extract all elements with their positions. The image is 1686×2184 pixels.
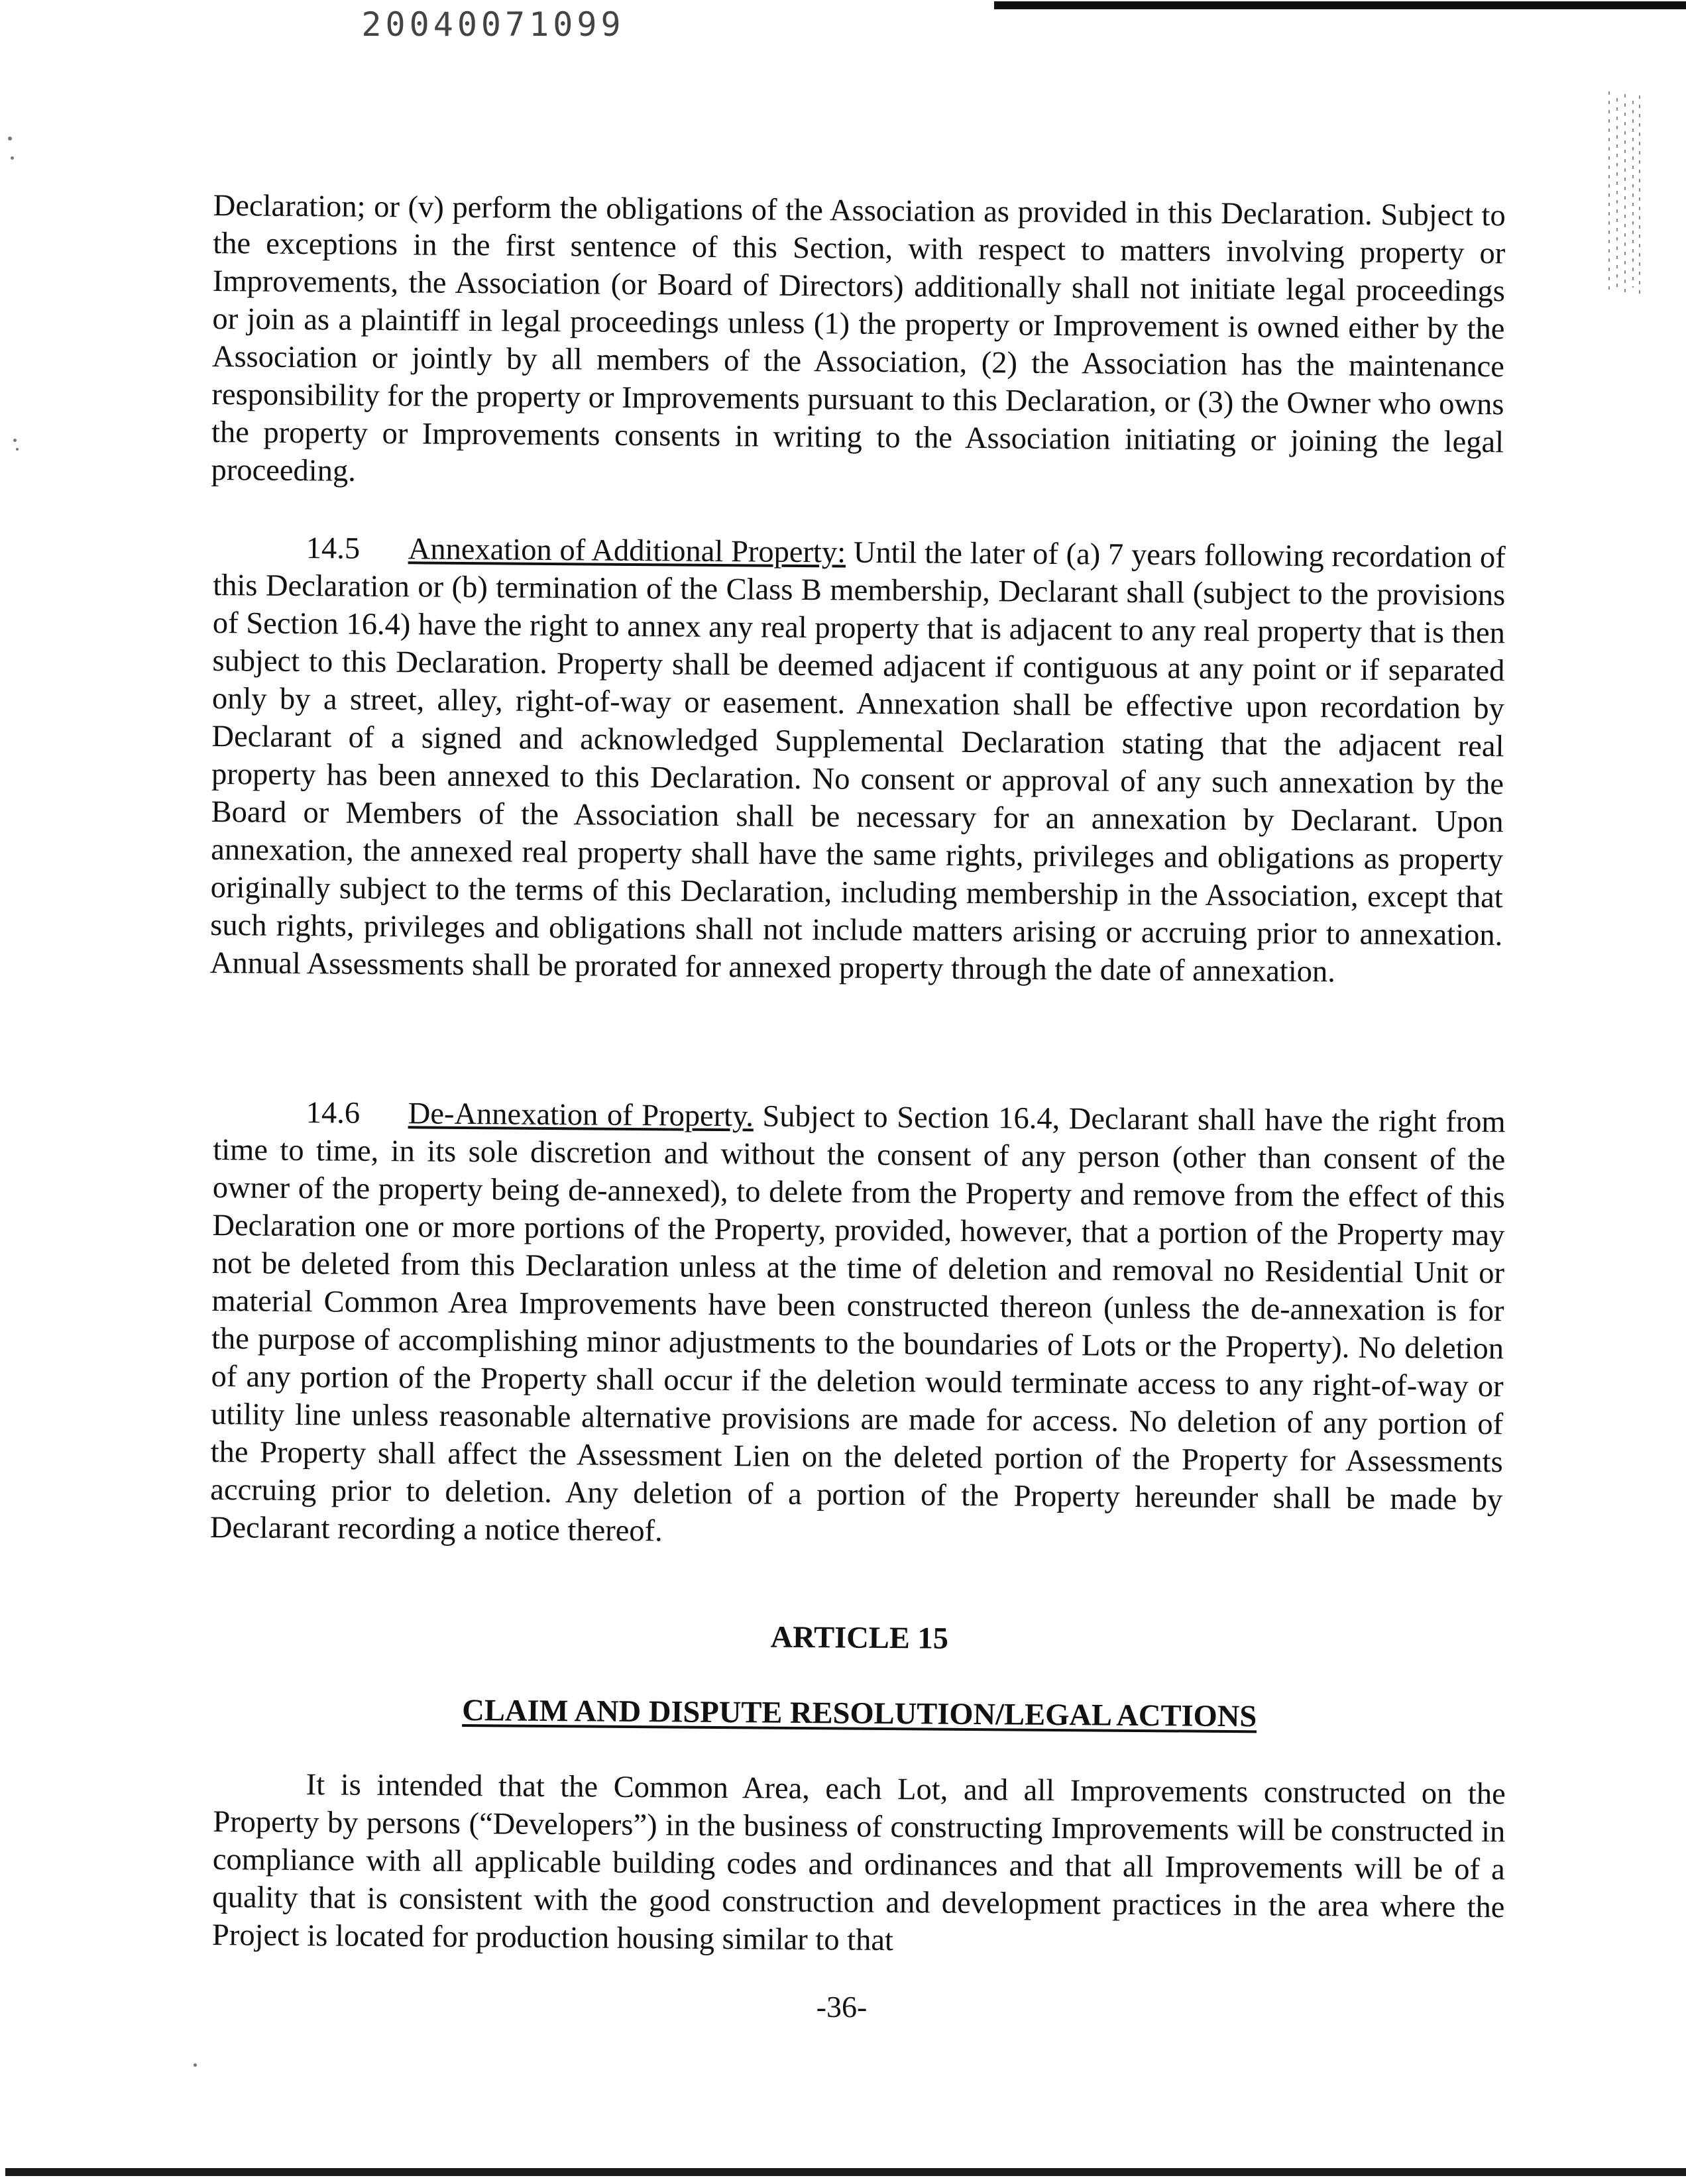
section-14-5-number: 14.5	[306, 531, 361, 566]
section-14-5-title: Annexation of Additional Property:	[408, 532, 846, 570]
margin-scan-marks	[1606, 91, 1641, 294]
scan-speck	[11, 156, 14, 160]
scan-speck	[8, 136, 12, 140]
section-14-6-number: 14.6	[306, 1096, 361, 1130]
article-heading: ARTICLE 15	[770, 1620, 949, 1656]
section-14-5-text: Until the later of (a) 7 years following recordation of this Declaration or (b) termination of the Class B membership, Declarant shall (subject to the provisions of Section 16.4) have the right to annex any real property that is adjacent to any real property that is then subject to this Declaration. Property shall be deemed adjacent if contiguous at any point or if separated only by a street, alley, right-of-way or easement. Annexation shall be effective upon recordation by Declarant of a signed and acknowledged Supplemental Declaration stating that the adjacent real property has been annexed to this Declaration. No consent or approval of any such annexation by the Board or Members of the Association shall be necessary for an annexation by Declarant. Upon annexation, the annexed real property shall have the same rights, privileges and obligations as property originally subject to the terms of this Declaration, including membership in the Association, except that such rights, privileges and obligations shall not include matters arising or accruing prior to annexation. Annual Assessments shall be prorated for annexed property through the date of annexation.	[209, 535, 1506, 989]
article-title	[213, 1691, 1506, 1736]
section-14-6-text: Subject to Section 16.4, Declarant shall have the right from time to time, in its sole discretion and without the consent of any person (other than consent of the owner of the property being de-annexed), to delete from the Property and remove from the effect of this Declaration one or more portions of the Property, provided, however, that a portion of the Property may not be deleted from this Declaration unless at the time of deletion and removal no Residential Unit or material Common Area Improvements have been constructed thereon (unless the de-annexation is for the purpose of accomplishing minor adjustments to the boundaries of Lots or the Property). No deletion of any portion of the Property shall occur if the deletion would terminate access to any right-of-way or utility line unless reasonable alternative provisions are made for access. No deletion of any portion of the Property shall affect the Assessment Lien on the deleted portion of the Property for Assessments accruing prior to deletion. Any deletion of a portion of the Property hereunder shall be made by Declarant recording a notice thereof.	[209, 1099, 1506, 1549]
scan-speck	[194, 2063, 197, 2067]
bottom-scan-rule	[5, 2168, 1686, 2176]
paragraph-continuation: Declaration; or (v) perform the obligations of the Association as provided in this Declaration. Subject to the exceptions in the first sentence of this Section, with respect to matters involving property or Improvements, the Association (or Board of Directors) additionally shall not initiate legal proceedings or join as a plaintiff in legal proceedings unless (1) the property or Improvement is owned either by the Association or jointly by all members of the Association, (2) the Association has the maintenance responsibility for the property or Improvements pursuant to this Declaration, or (3) the Owner who owns the property or Improvements consents in writing to the Association initiating or joining the legal proceeding.	[211, 188, 1506, 488]
top-scan-rule	[994, 1, 1686, 9]
scan-speck	[16, 448, 19, 451]
section-14-6	[210, 1093, 1506, 1556]
article-intro-text: It is intended that the Common Area, each Lot, and all Improvements constructed on the Property by persons (“Developers”) in the business of constructing Improvements will be constructed in compliance with all applicable building codes and ordinances and that all Improvements will be of a quality that is consistent with the good construction and development practices in the area where the Project is located for production housing similar to that	[211, 1768, 1506, 1958]
article-intro-paragraph	[212, 1765, 1506, 1964]
scan-speck	[13, 439, 17, 442]
page-number: -36-	[816, 1990, 868, 2024]
article-title-text: CLAIM AND DISPUTE RESOLUTION/LEGAL ACTIONS	[462, 1693, 1257, 1734]
document-number: 20040071099	[361, 5, 625, 44]
section-14-6-title: De-Annexation of Property.	[408, 1097, 754, 1134]
section-14-5	[210, 529, 1506, 992]
